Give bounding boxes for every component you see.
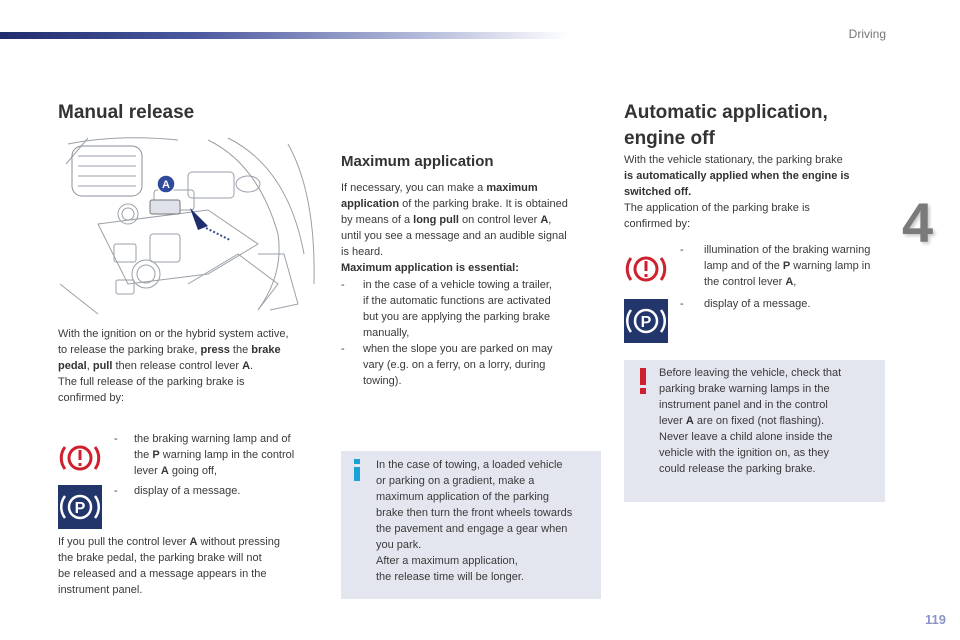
manual-release-heading: Manual release: [58, 102, 195, 123]
lever-callout-label: A: [162, 179, 170, 191]
manual-item-warning-lamp: - the braking warning lamp and of the P warning lamp in the control lever A going off,: [114, 433, 295, 477]
safety-warning-box: [624, 360, 885, 502]
towing-info-box: [341, 451, 601, 599]
manual-item-message: - display of a message.: [114, 485, 241, 497]
manual-footer: If you pull the control lever A without pressing the brake pedal, the parking brake will not be released and a message appears in the instrument panel.: [58, 536, 280, 596]
brake-warning-icon: [58, 436, 102, 480]
page-number: 119: [925, 612, 946, 627]
header-gradient-bar: [0, 32, 570, 39]
chapter-number: 4: [902, 191, 934, 254]
section-title: Driving: [848, 27, 886, 41]
safety-warning-text: Before leaving the vehicle, check that parking brake warning lamps in the instrument panel and in the control lever A are on fixed (not flashing). Never leave a child alone inside the vehicle with the ignition on, as they could release the parking brake.: [659, 367, 842, 475]
brake-warning-icon-2: [624, 247, 668, 291]
maximum-application-heading: Maximum application: [341, 153, 494, 170]
maximum-intro: If necessary, you can make a maximum application of the parking brake. It is obtained by means of a long pull on control lever A, until you see a message and an audible signal is heard. Maximum application is essential:: [341, 182, 568, 274]
info-icon: [349, 459, 365, 481]
automatic-application-heading: Automatic application, engine off: [624, 102, 828, 149]
parking-p-icon-2: [624, 299, 668, 343]
maximum-bullet-trailer: - in the case of a vehicle towing a trailer, if the automatic functions are activated but you are applying the parking brake manually,: [341, 279, 552, 339]
maximum-essential-title: Maximum application is essential:: [341, 262, 519, 274]
towing-info-text: In the case of towing, a loaded vehicle or parking on a gradient, make a maximum application of the parking brake then turn the front wheels towards the pavement and engage a gear when you park. After a maximum application, the release time will be longer.: [376, 459, 573, 583]
manual-intro: With the ignition on or the hybrid system active, to release the parking brake, press the brake pedal, pull then release control lever A. The full release of the parking brake is confirmed by:: [58, 328, 289, 404]
lever-illustration: [58, 134, 320, 316]
maximum-bullet-slope: - when the slope you are parked on may vary (e.g. on a ferry, on a lorry, during towing).: [341, 343, 553, 387]
automatic-item-illumination: - illumination of the braking warning lamp and of the P warning lamp in the control lever A,: [680, 244, 871, 288]
automatic-intro: With the vehicle stationary, the parking brake is automatically applied when the engine is switched off. The application of the parking brake is confirmed by:: [624, 154, 850, 230]
svg-text:P: P: [640, 314, 652, 331]
automatic-item-message: - display of a message.: [680, 298, 811, 310]
svg-text:P: P: [74, 500, 86, 517]
exclamation-icon: [638, 368, 648, 394]
parking-p-icon: [58, 485, 102, 529]
